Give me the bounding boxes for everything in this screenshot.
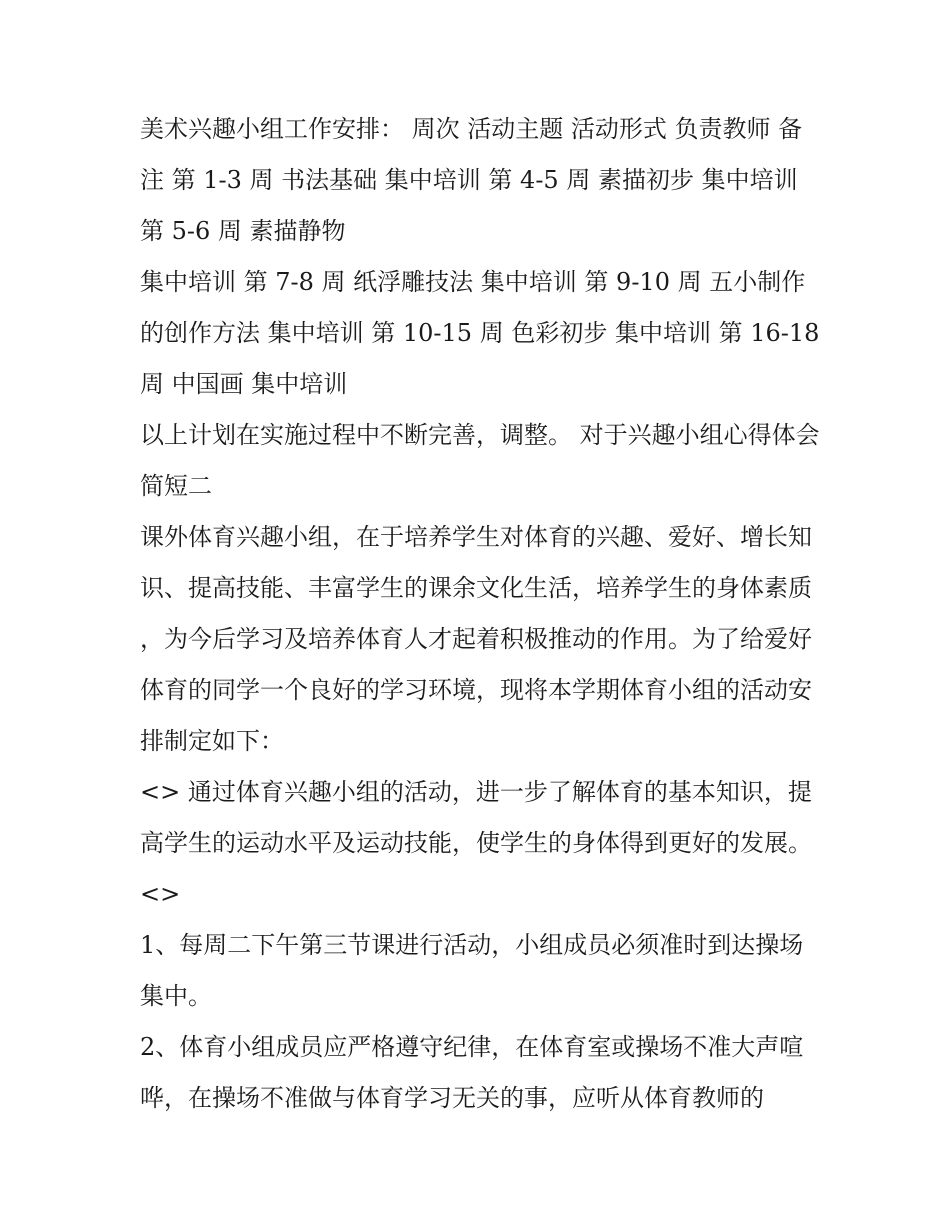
- paragraph-pe-group-intro: 课外体育兴趣小组，在于培养学生对体育的兴趣、爱好、增长知识、提高技能、丰富学生的课余文化生活，培养学生的身体素质，为今后学习及培养体育人才起着积极推动的作用。为了给爱好体育的同学一个良好的学习环境，现将本学期体育小组的活动安排制定如下：: [140, 523, 812, 755]
- paragraph-art-group-schedule: 美术兴趣小组工作安排： 周次 活动主题 活动形式 负责教师 备注 第 1-3 周 书法基础 集中培训 第 4-5 周 素描初步 集中培训 第 5-6 周 素描静物: [140, 115, 803, 245]
- paragraph-pe-group-goal: <> 通过体育兴趣小组的活动，进一步了解体育的基本知识，提高学生的运动水平及运动技能，使学生的身体得到更好的发展。 <>: [140, 778, 812, 908]
- paragraph-rule-1: 1、每周二下午第三节课进行活动，小组成员必须准时到达操场集中。: [140, 931, 804, 1010]
- paragraph-plan-note: 以上计划在实施过程中不断完善，调整。 对于兴趣小组心得体会简短二: [140, 421, 820, 500]
- document-body: [140, 104, 820, 1124]
- paragraph-art-group-schedule-continued: 集中培训 第 7-8 周 纸浮雕技法 集中培训 第 9-10 周 五小制作的创作方法 集中培训 第 10-15 周 色彩初步 集中培训 第 16-18 周 中国画 集中培训: [140, 268, 820, 398]
- paragraph-rule-2: 2、体育小组成员应严格遵守纪律，在体育室或操场不准大声喧哗，在操场不准做与体育学习无关的事，应听从体育教师的: [140, 1033, 804, 1112]
